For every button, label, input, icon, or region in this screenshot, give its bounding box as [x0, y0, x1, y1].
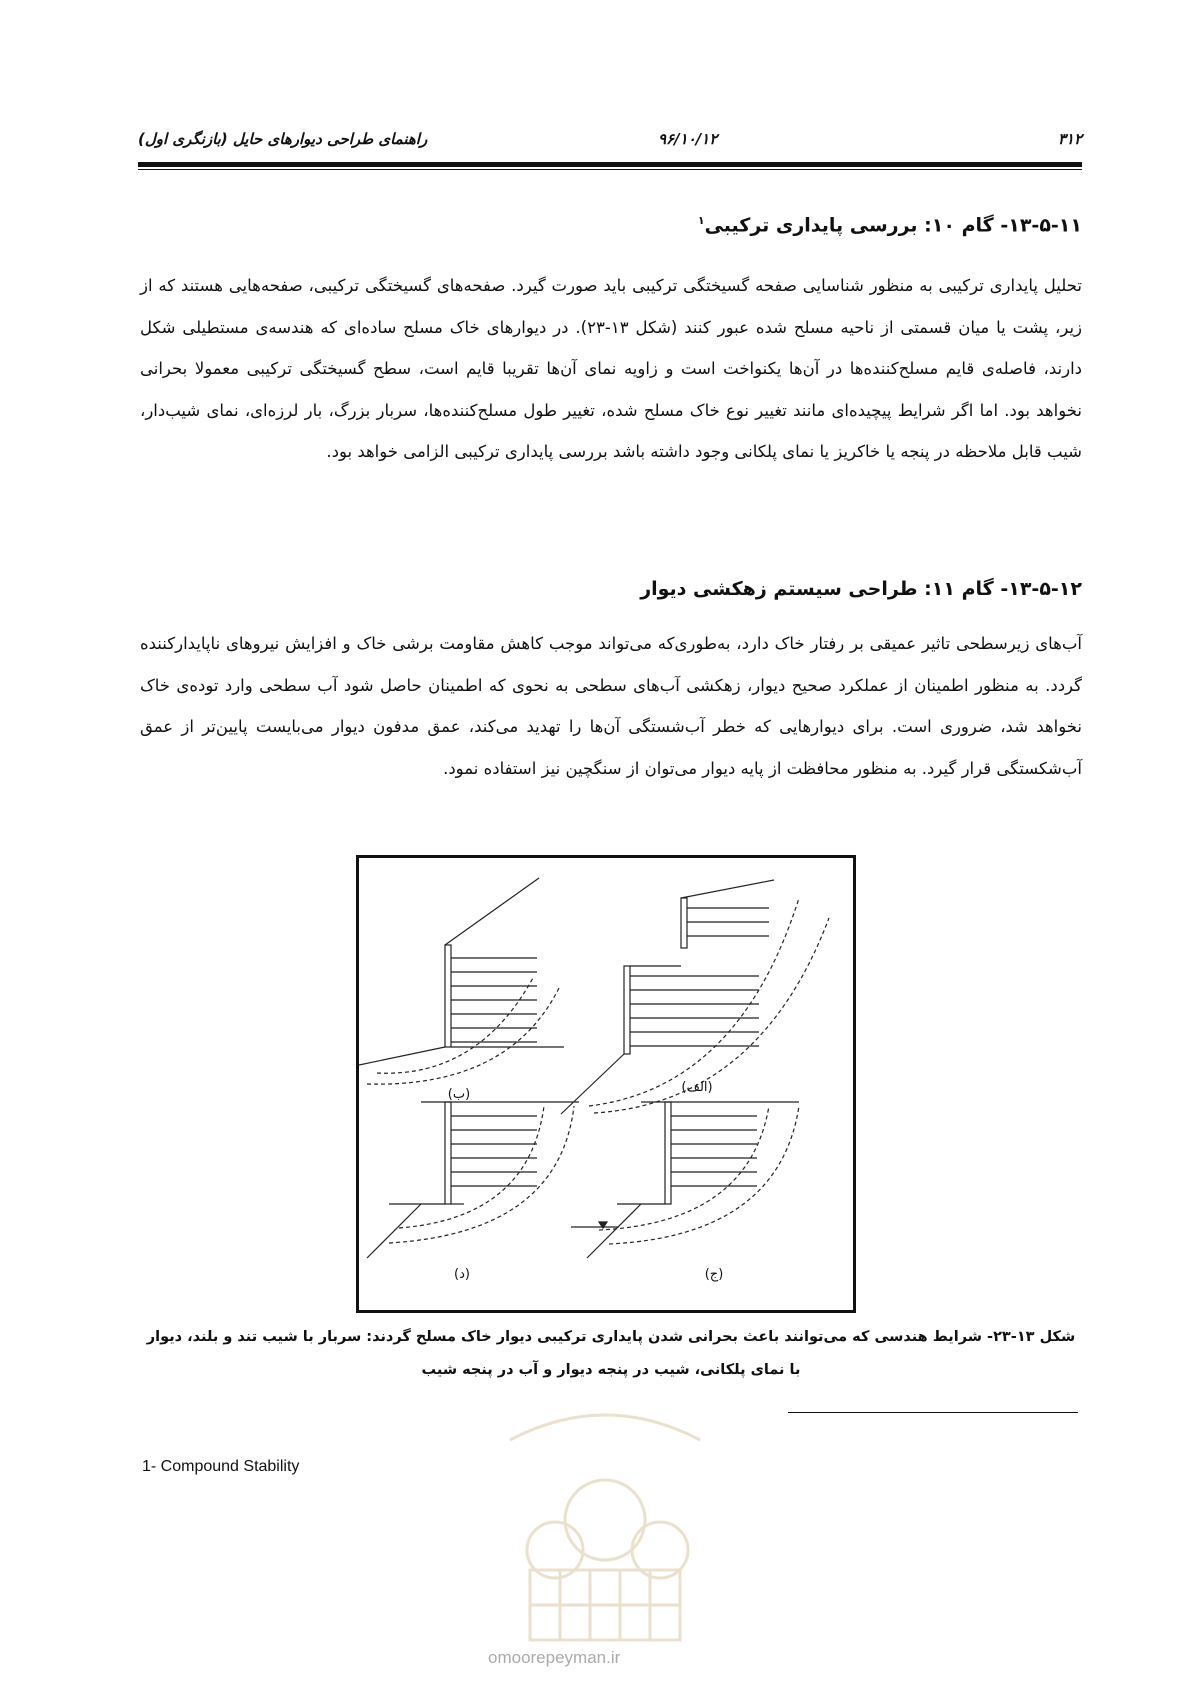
- section-heading-step-10: [698, 214, 1082, 236]
- page-header: [138, 128, 1082, 152]
- figure-caption: شکل ۱۳-۲۳- شرایط هندسی که می‌توانند باعث بحرانی شدن پایداری ترکیبی دیوار خاک مسلح گردند: سربار با شیب تند و بلند، دیوار با نمای پلکانی، شیب در پنجه دیوار و آب در پنجه شیب: [146, 1329, 1076, 1378]
- panel-label-alef: (الف): [681, 1080, 713, 1095]
- panel-label-be: (ب): [447, 1087, 471, 1102]
- panel-che-drawing: [571, 1102, 799, 1258]
- figure-drawing: [359, 858, 853, 1310]
- watermark-url: omoorepeyman.ir: [488, 1648, 621, 1667]
- panel-label-che: (ج): [704, 1267, 724, 1282]
- footnote-rule: [788, 1412, 1078, 1413]
- figure-frame: [356, 855, 856, 1313]
- paragraph-compound-stability: تحلیل پایداری ترکیبی به منظور شناسایی صفحه گسیختگی ترکیبی باید صورت گیرد. صفحه‌های گسیختگی ترکیبی، صفحه‌هایی هستند که از زیر، پشت یا میان قسمتی از ناحیه مسلح شده عبور کنند (شکل ۱۳-۲۳). در دیوارهای خاک مسلح ساده‌ای که هندسه‌ی مستطیلی شکل دارند، فاصله‌ی قایم مسلح‌کننده‌ها در آن‌ها یکنواخت است و زاویه نمای آن‌ها تقریبا قایم است، سطح گسیختگی ترکیبی معمولا بحرانی نخواهد بود. اما اگر شرایط پیچیده‌ای مانند تغییر نوع خاک مسلح شده، تغییر طول مسلح‌کننده‌ها، سربار بزرگ، بار لرزه‌ای، نمای شیب‌دار، شیب قابل ملاحظه در پنجه یا خاکریز یا نمای پلکانی وجود داشته باشد بررسی پایداری ترکیبی الزامی خواهد بود.: [140, 276, 1083, 461]
- panel-be-drawing: [359, 878, 564, 1084]
- panel-label-dal: (د): [454, 1267, 470, 1282]
- footnote: 1- Compound Stability: [142, 1458, 300, 1475]
- omoorepeyman-seal-icon: [470, 1400, 740, 1650]
- header-rule-thin: [138, 169, 1082, 170]
- section-heading-text: ۱۳-۵-۱۱- گام ۱۰: بررسی پایداری ترکیبی: [704, 214, 1082, 237]
- header-title: راهنمای طراحی دیوارهای حایل (بازنگری اول): [138, 130, 428, 148]
- header-date: ۹۶/۱۰/۱۲: [658, 130, 718, 148]
- paragraph-drainage: آب‌های زیرسطحی تاثیر عمیقی بر رفتار خاک دارد، به‌طوری‌که می‌تواند موجب کاهش مقاومت برشی خاک و افزایش نیروهای ناپایدارکننده گردد. به منظور اطمینان از عملکرد صحیح دیوار، زهکشی آب‌های سطحی به نحوی که اطمینان حاصل شود آب سطحی وارد توده‌ی خاک نخواهد شد، ضروری است. برای دیوارهایی که خطر آب‌شستگی آن‌ها را تهدید می‌کند، عمق مدفون دیوار می‌بایست پایین‌تر از عمق آب‌شکستگی قرار گیرد. به منظور محافظت از پایه دیوار می‌توان از سنگچین نیز استفاده نمود.: [140, 634, 1082, 778]
- header-rule: [138, 162, 1082, 167]
- footnote-marker: ۱: [697, 214, 705, 227]
- panel-alef-drawing: [561, 880, 829, 1114]
- panel-dal-drawing: [367, 1102, 579, 1258]
- page-number: ۳۱۲: [1057, 130, 1082, 148]
- section-heading-step-11: ۱۳-۵-۱۲- گام ۱۱: طراحی سیستم زهکشی دیوار: [640, 578, 1082, 600]
